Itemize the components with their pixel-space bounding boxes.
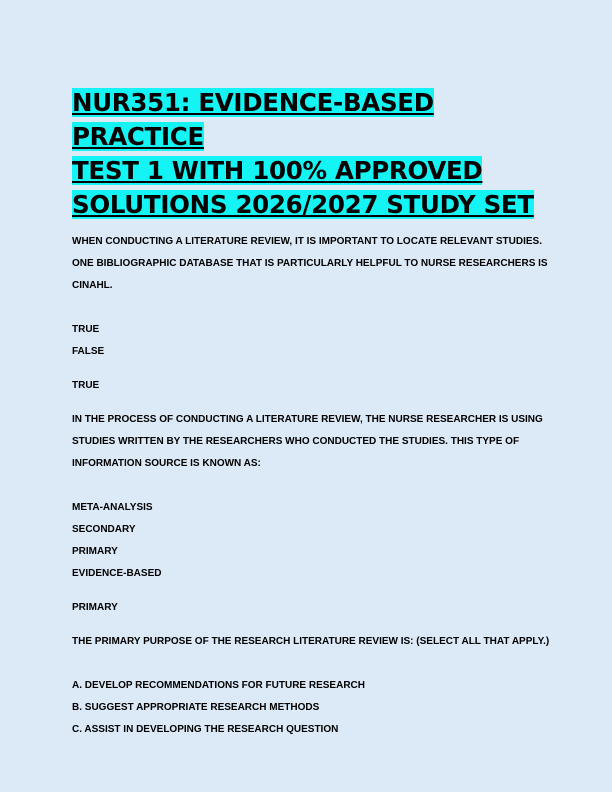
title-line-1: NUR351: EVIDENCE-BASED PRACTICE [72, 88, 434, 151]
question-3-option-b: B. SUGGEST APPROPRIATE RESEARCH METHODS [72, 702, 320, 713]
spacer [72, 585, 552, 597]
spacer [72, 363, 552, 375]
question-1-line-1: WHEN CONDUCTING A LITERATURE REVIEW, IT IS IMPORTANT TO LOCATE RELEVANT STUDIES. [72, 236, 542, 247]
question-2-answer: PRIMARY [72, 602, 118, 613]
question-2-option-3: PRIMARY [72, 546, 118, 557]
question-2-option-2: SECONDARY [72, 524, 136, 535]
question-1-line-2: ONE BIBLIOGRAPHIC DATABASE THAT IS PARTICULARLY HELPFUL TO NURSE RESEARCHERS IS [72, 258, 548, 269]
question-2-option-4: EVIDENCE-BASED [72, 568, 162, 579]
question-3 [72, 631, 552, 741]
question-3-option-a: A. DEVELOP RECOMMENDATIONS FOR FUTURE RESEARCH [72, 680, 365, 691]
question-2-line-2: STUDIES WRITTEN BY THE RESEARCHERS WHO CONDUCTED THE STUDIES. THIS TYPE OF [72, 436, 520, 447]
spacer [72, 475, 552, 497]
spacer [72, 653, 552, 675]
question-2 [72, 409, 552, 619]
question-2-option-1: META-ANALYSIS [72, 502, 153, 513]
question-2-line-3: INFORMATION SOURCE IS KNOWN AS: [72, 458, 261, 469]
question-1-answer: TRUE [72, 380, 100, 391]
question-2-line-1: IN THE PROCESS OF CONDUCTING A LITERATURE REVIEW, THE NURSE RESEARCHER IS USING [72, 414, 543, 425]
question-1-line-3: CINAHL. [72, 280, 113, 291]
spacer [72, 297, 552, 319]
question-1 [72, 231, 552, 397]
question-3-line-1: THE PRIMARY PURPOSE OF THE RESEARCH LITERATURE REVIEW IS: (SELECT ALL THAT APPLY.) [72, 636, 550, 647]
question-1-option-true: TRUE [72, 324, 100, 335]
title-line-3: SOLUTIONS 2026/2027 STUDY SET [72, 190, 534, 219]
question-1-option-false: FALSE [72, 346, 105, 357]
question-3-option-c: C. ASSIST IN DEVELOPING THE RESEARCH QUESTION [72, 724, 339, 735]
title-line-2: TEST 1 WITH 100% APPROVED [72, 156, 483, 185]
spacer [72, 397, 552, 409]
document-title [72, 86, 552, 222]
spacer [72, 619, 552, 631]
